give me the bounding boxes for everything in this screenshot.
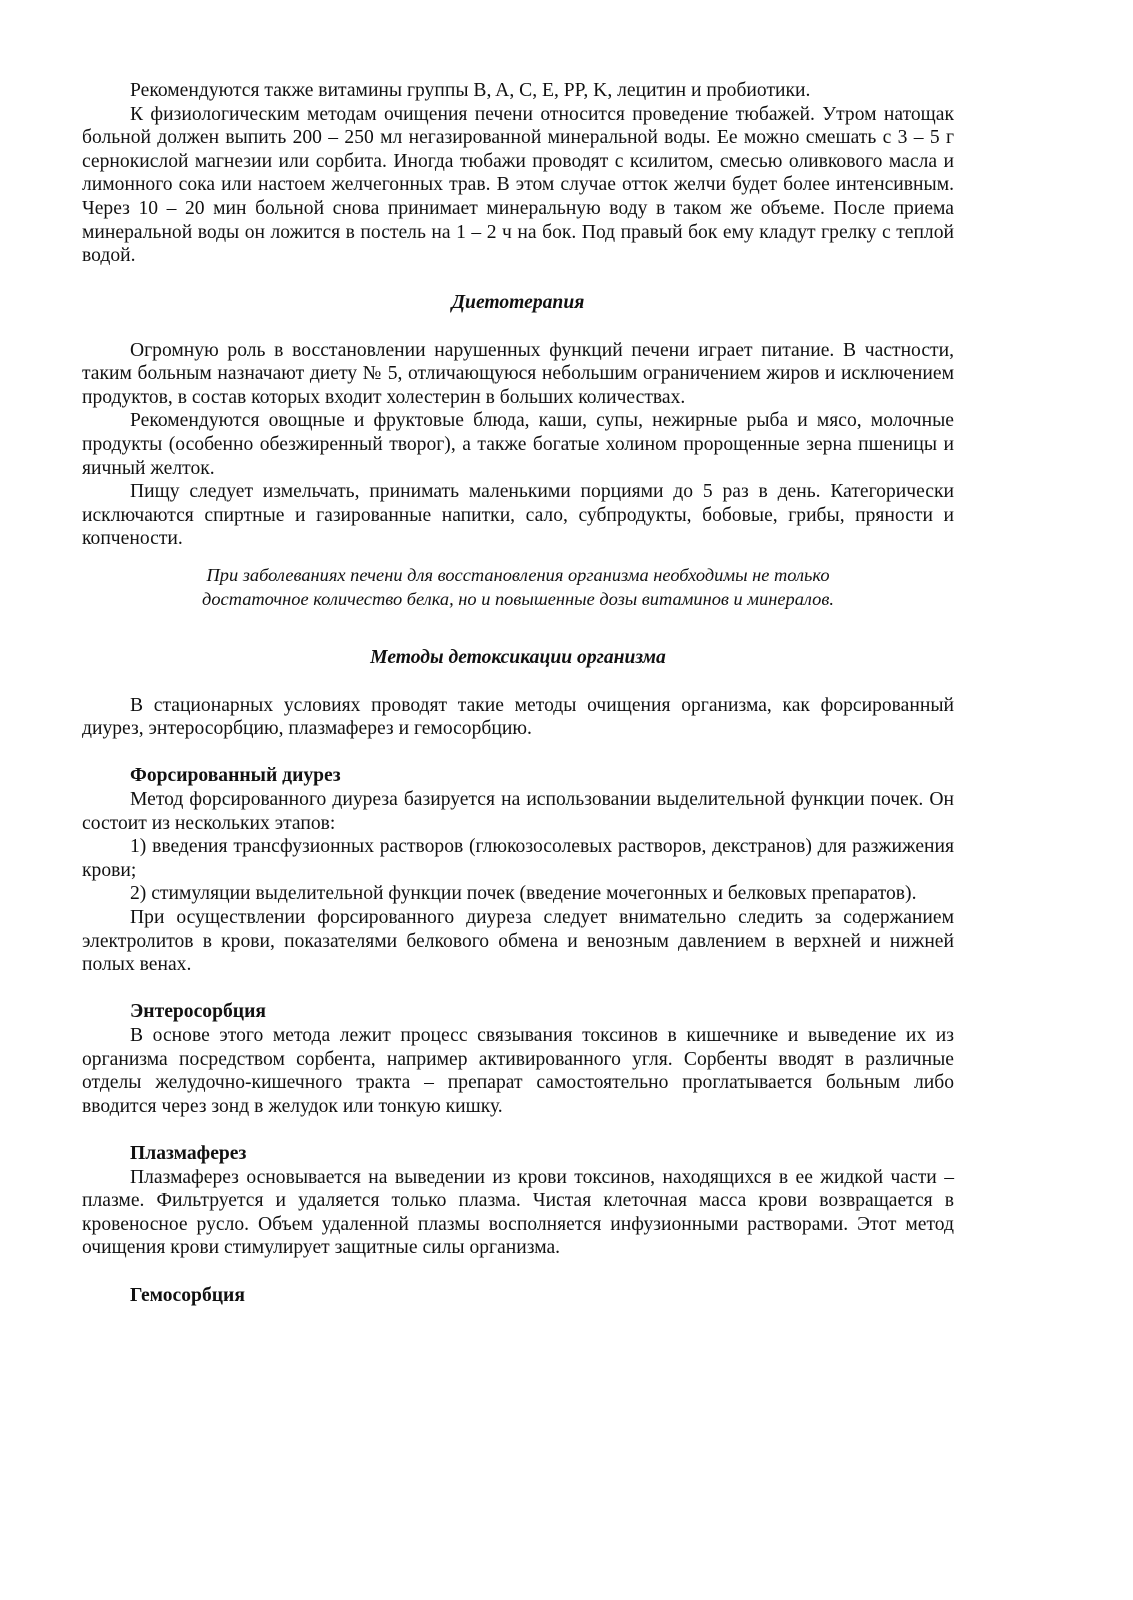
intro-vitamins-paragraph: Рекомендуются также витамины группы B, A, C, E, PP, K, лецитин и пробиотики. (130, 80, 811, 101)
hemosorption-heading: Гемосорбция (130, 1284, 245, 1306)
plasmapheresis-paragraph: Плазмаферез основывается на выведении из крови токсинов, находящихся в ее жидкой части – плазме. Фильтруется и удаляется только плазма. Чистая клеточная масса крови возвращается в кровеносное русло. Объем удаленной плазмы восполняется инфузионными растворами. Этот метод очищения крови стимулирует защитные силы организма. (82, 1166, 954, 1259)
diet-note-line-1: При заболеваниях печени для восстановления организма необходимы не только (206, 564, 830, 585)
diuresis-heading: Форсированный диурез (130, 765, 341, 787)
intro-tubage-paragraph: К физиологическим методам очищения печени относится проведение тюбажей. Утром натощак больной должен выпить 200 – 250 мл негазированной минеральной воды. Ее можно смешать с 3 – 5 г сернокислой магнезии или сорбита. Иногда тюбажи проводят с ксилитом, смесью оливкового масла и лимонного сока или настоем желчегонных трав. В этом случае отток желчи будет более интенсивным. Через 10 – 20 мин больной снова принимает минеральную воду в таком же объеме. После приема минеральной воды он ложится в постель на 1 – 2 ч на бок. Под правый бок ему кладут грелку с теплой водой. (82, 103, 954, 267)
enterosorption-heading: Энтеросорбция (130, 1001, 266, 1023)
detox-paragraph: В стационарных условиях проводят такие методы очищения организма, как форсированный диурез, энтеросорбцию, плазмаферез и гемосорбцию. (82, 694, 954, 740)
diet-paragraph-3: Пищу следует измельчать, принимать маленькими порциями до 5 раз в день. Категорически исключаются спиртные и газированные напитки, сало, субпродукты, бобовые, грибы, пряности и копчености. (82, 481, 954, 550)
enterosorption-paragraph: В основе этого метода лежит процесс связывания токсинов в кишечнике и выведение их из организма посредством сорбента, например активированного угля. Сорбенты вводят в различные отделы желудочно-кишечного тракта – препарат самостоятельно проглатывается больным либо вводится через зонд в желудок или тонкую кишку. (82, 1024, 954, 1117)
detox-heading: Методы детоксикации организма (370, 647, 666, 669)
diuresis-paragraph-1: Метод форсированного диуреза базируется на использовании выделительной функции почек. Он состоит из нескольких этапов: (82, 789, 954, 834)
plasmapheresis-heading: Плазмаферез (130, 1142, 247, 1164)
diuresis-item-1: 1) введения трансфузионных растворов (глюкозосолевых растворов, декстранов) для разжижения крови; (82, 836, 954, 881)
diet-heading: Диетотерапия (451, 292, 585, 314)
diet-paragraph-1: Огромную роль в восстановлении нарушенных функций печени играет питание. В частности, таким больным назначают диету № 5, отличающуюся небольшим ограничением жиров и исключением продуктов, в состав которых входит холестерин в больших количествах. (82, 339, 954, 408)
diet-note-line-2: достаточное количество белка, но и повышенные дозы витаминов и минералов. (202, 588, 834, 609)
document-body (82, 79, 954, 1307)
diet-note (82, 563, 954, 611)
diet-paragraph-2: Рекомендуются овощные и фруктовые блюда, каши, супы, нежирные рыба и мясо, молочные продукты (особенно обезжиренный творог), а также богатые холином пророщенные зерна пшеницы и яичный желток. (82, 410, 954, 479)
diuresis-paragraph-2: При осуществлении форсированного диуреза следует внимательно следить за содержанием электролитов в крови, показателями белкового обмена и венозным давлением в верхней и нижней полых венах. (82, 907, 954, 976)
diuresis-item-2: 2) стимуляции выделительной функции почек (введение мочегонных и белковых препаратов). (130, 883, 917, 905)
